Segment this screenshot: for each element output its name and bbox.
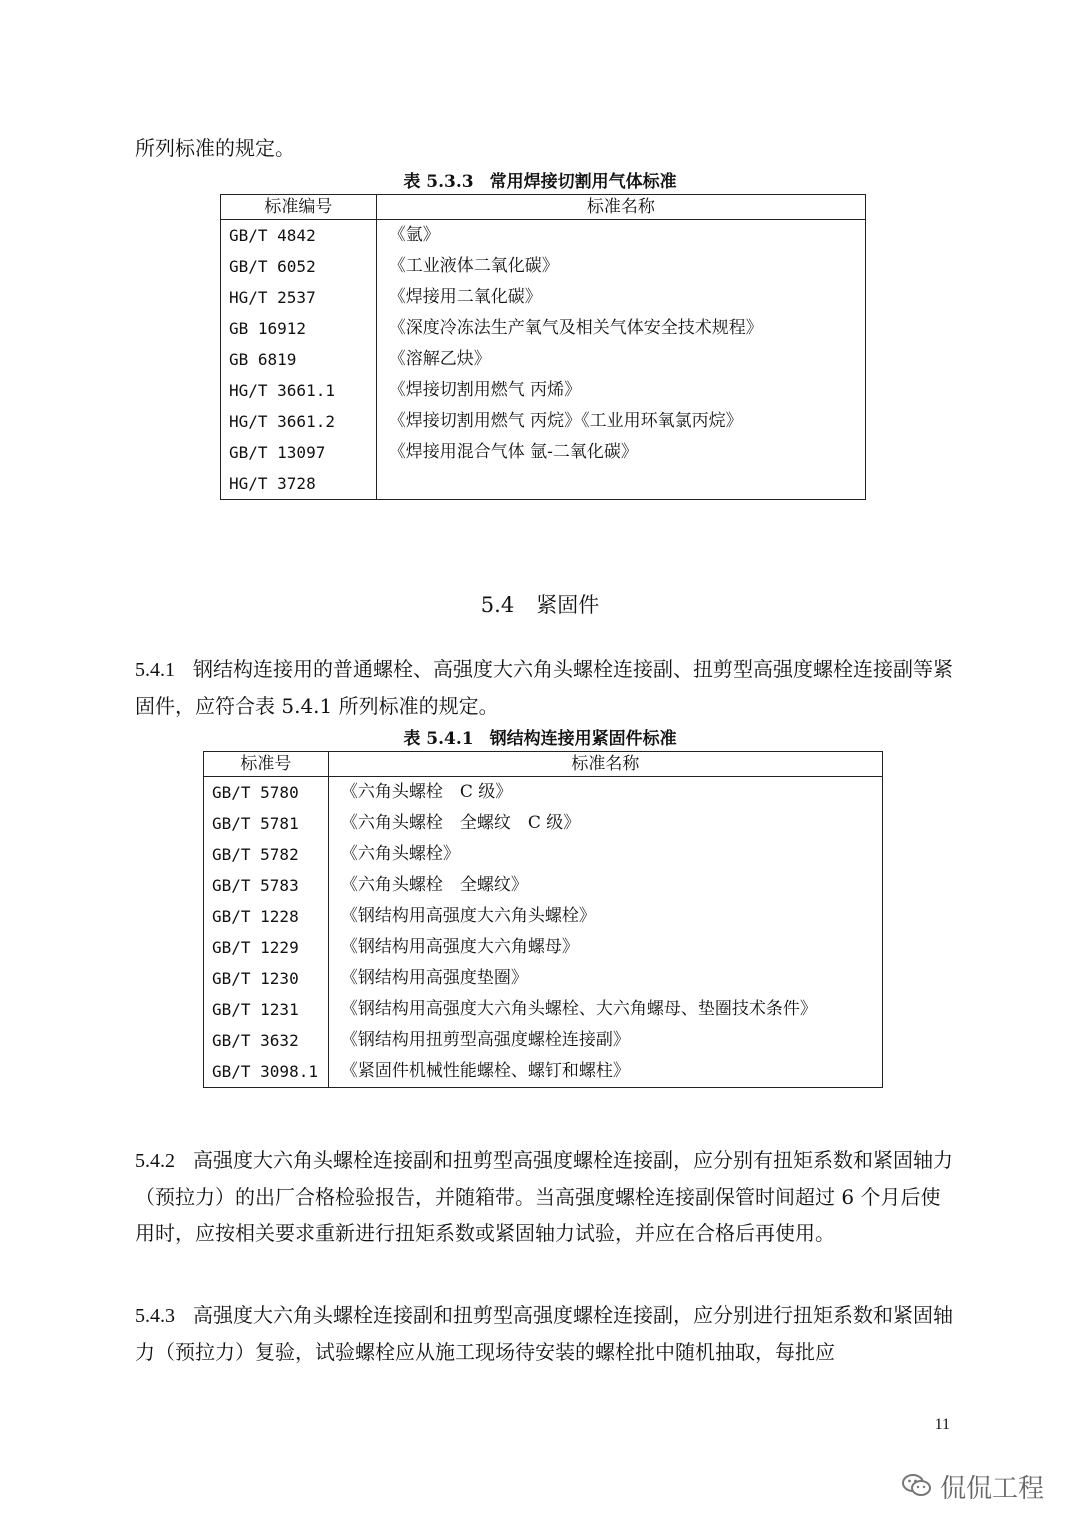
table-row [221,220,866,252]
standard-name: 《焊接切割用燃气 丙烷》《工业用环氧氯丙烷》 [376,406,865,437]
table-533-caption-number: 表 5.3.3 [403,172,474,192]
standard-name: 《紧固件机械性能螺栓、螺钉和螺柱》 [328,1056,882,1088]
watermark [902,1466,1044,1506]
table-row [204,1056,883,1088]
standard-code: GB/T 3098.1 [204,1056,329,1088]
table-row [204,963,883,994]
section-heading: 紧固件 [536,593,600,617]
standard-name: 《焊接切割用燃气 丙烯》 [376,375,865,406]
table-row [221,282,866,313]
paragraph-5-4-3 [135,1297,955,1370]
table-header-cell: 标准名称 [376,195,865,220]
table-row [204,1025,883,1056]
table-row [221,313,866,344]
standard-code: HG/T 3728 [221,468,377,500]
clause-text: 高强度大六角头螺栓连接副和扭剪型高强度螺栓连接副，应分别有扭矩系数和紧固轴力（预拉力）的出厂合格检验报告，并随箱带。当高强度螺栓连接副保管时间超过 6 个月后使用时，应按相关要求重新进行扭矩系数或紧固轴力试验，并应在合格后再使用。 [135,1148,953,1245]
standard-name: 《六角头螺栓 C 级》 [328,777,882,809]
standard-code: GB/T 1231 [204,994,329,1025]
wechat-icon [902,1473,932,1499]
standard-code: GB 16912 [221,313,377,344]
paragraph-5-4-2 [135,1142,955,1251]
table-row [221,437,866,468]
clause-number: 5.4.3 [135,1305,175,1327]
table-row [221,375,866,406]
standard-name: 《钢结构用高强度垫圈》 [328,963,882,994]
table-533-caption-title: 常用焊接切割用气体标准 [489,172,677,192]
table-header-cell: 标准名称 [328,752,882,777]
standard-code: GB 6819 [221,344,377,375]
page-number: 11 [934,1416,950,1433]
standard-code: GB/T 1228 [204,901,329,932]
standard-name: 《氩》 [376,220,865,252]
section-number: 5.4 [480,593,515,617]
clause-number: 5.4.2 [135,1150,175,1172]
table-row [221,344,866,375]
standard-code: GB/T 4842 [221,220,377,252]
table-row [204,808,883,839]
table-541-caption-number: 表 5.4.1 [403,729,474,749]
table-row [204,994,883,1025]
standard-name: 《深度冷冻法生产氧气及相关气体安全技术规程》 [376,313,865,344]
standard-name: 《焊接用二氧化碳》 [376,282,865,313]
table-row [204,839,883,870]
standard-code: GB/T 1230 [204,963,329,994]
table-533 [220,194,866,500]
table-541-caption-title: 钢结构连接用紧固件标准 [489,729,677,749]
watermark-text: 侃侃工程 [940,1473,1045,1504]
intro-tail-text: 所列标准的规定。 [135,136,295,160]
standard-code: HG/T 3661.2 [221,406,377,437]
table-row [204,901,883,932]
section-title [0,590,1080,620]
standard-name: 《工业液体二氧化碳》 [376,251,865,282]
standard-name: 《钢结构用高强度大六角螺母》 [328,932,882,963]
standard-name: 《六角头螺栓 全螺纹》 [328,870,882,901]
standard-name: 《焊接用混合气体 氩-二氧化碳》 [376,437,865,468]
standard-code: GB/T 5783 [204,870,329,901]
table-row [204,870,883,901]
table-533-caption [0,171,1080,193]
standard-name: 《溶解乙炔》 [376,344,865,375]
table-541-caption [0,728,1080,750]
standard-name: 《六角头螺栓 全螺纹 C 级》 [328,808,882,839]
standard-name: 《钢结构用高强度大六角头螺栓、大六角螺母、垫圈技术条件》 [328,994,882,1025]
table-header-row [204,752,883,777]
clause-text: 高强度大六角头螺栓连接副和扭剪型高强度螺栓连接副，应分别进行扭矩系数和紧固轴力（预拉力）复验，试验螺栓应从施工现场待安装的螺栓批中随机抽取，每批应 [135,1303,953,1364]
standard-code: GB/T 5782 [204,839,329,870]
table-header-cell: 标准号 [204,752,329,777]
table-row [221,406,866,437]
table-row [221,468,866,500]
standard-code: HG/T 3661.1 [221,375,377,406]
table-header-row [221,195,866,220]
standard-code: GB/T 5780 [204,777,329,809]
table-row [204,932,883,963]
clause-text: 钢结构连接用的普通螺栓、高强度大六角头螺栓连接副、扭剪型高强度螺栓连接副等紧固件，应符合表 5.4.1 所列标准的规定。 [135,657,953,718]
standard-code: GB/T 1229 [204,932,329,963]
standard-name: 《钢结构用高强度大六角头螺栓》 [328,901,882,932]
clause-number: 5.4.1 [135,659,175,681]
paragraph-5-4-1 [135,651,955,724]
standard-code: GB/T 6052 [221,251,377,282]
standard-code: HG/T 2537 [221,282,377,313]
table-header-cell: 标准编号 [221,195,377,220]
table-row [204,777,883,809]
standard-code: GB/T 3632 [204,1025,329,1056]
standard-name: 《钢结构用扭剪型高强度螺栓连接副》 [328,1025,882,1056]
standard-name [376,468,865,500]
standard-code: GB/T 13097 [221,437,377,468]
table-541 [203,751,883,1088]
standard-code: GB/T 5781 [204,808,329,839]
table-row [221,251,866,282]
standard-name: 《六角头螺栓》 [328,839,882,870]
